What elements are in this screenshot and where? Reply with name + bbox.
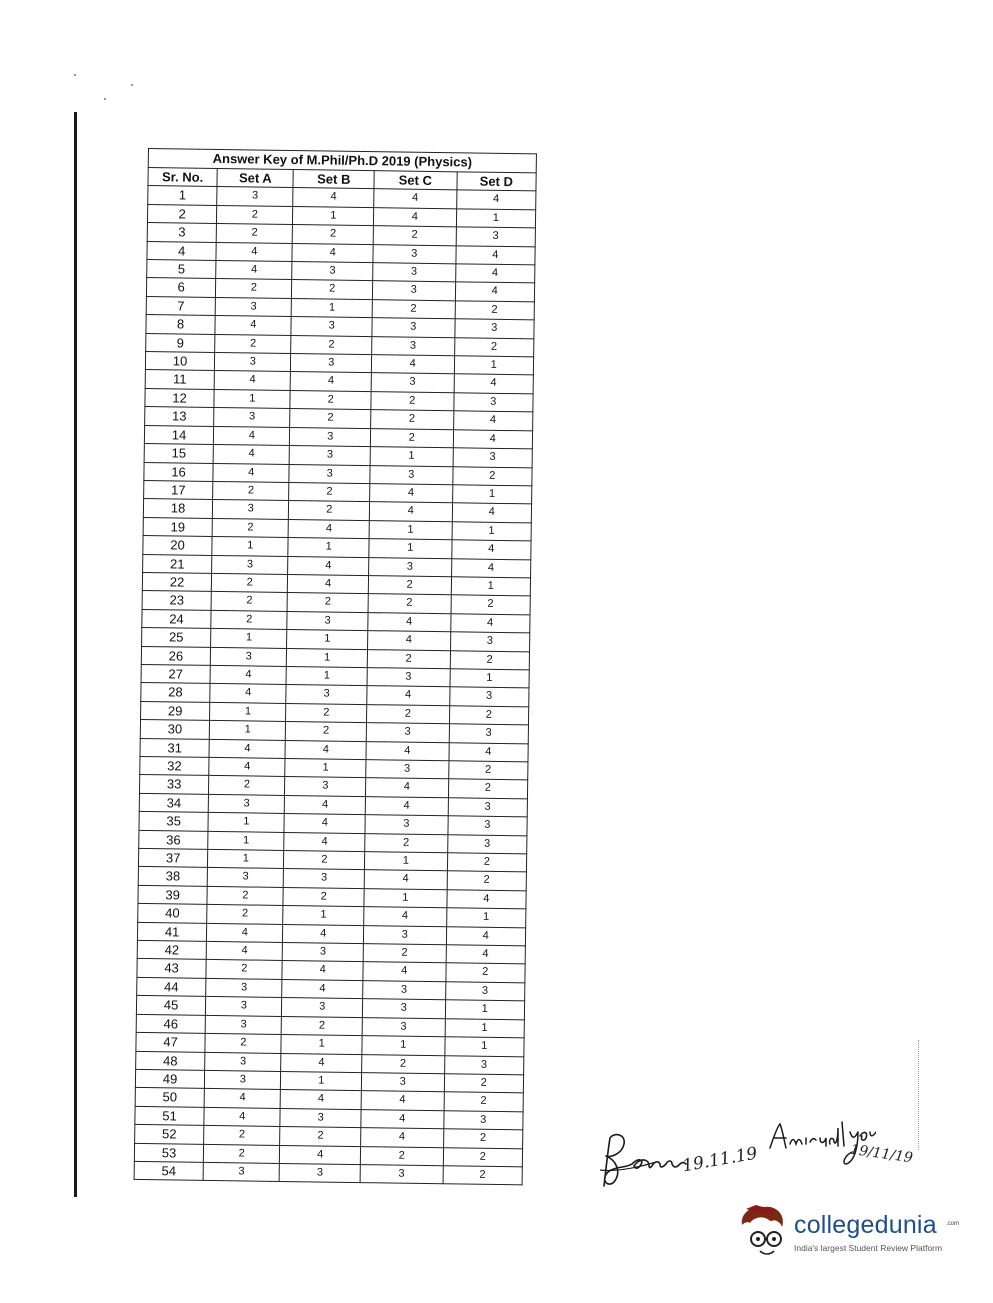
cell-set-b: 3: [285, 777, 366, 797]
cell-sr-no: 25: [142, 628, 211, 647]
cell-sr-no: 7: [146, 296, 215, 315]
cell-sr-no: 31: [140, 738, 209, 757]
cell-set-c: 2: [371, 392, 454, 412]
cell-sr-no: 13: [145, 407, 214, 426]
cell-set-b: 2: [289, 501, 370, 521]
cell-set-b: 1: [285, 758, 366, 778]
cell-set-d: 1: [452, 521, 532, 541]
cell-set-d: 1: [446, 908, 526, 928]
cell-set-d: 1: [445, 1018, 525, 1038]
cell-set-b: 2: [288, 593, 369, 613]
cell-set-b: 4: [293, 188, 374, 208]
cell-set-b: 1: [292, 298, 373, 318]
cell-set-a: 3: [203, 1162, 280, 1181]
cell-set-c: 1: [362, 1036, 445, 1056]
cell-set-a: 3: [207, 868, 284, 887]
cell-sr-no: 4: [147, 241, 216, 260]
column-header-set-a: Set A: [217, 168, 294, 187]
cell-set-d: 2: [443, 1166, 523, 1186]
collegedunia-tagline: India's largest Student Review Platform: [794, 1243, 943, 1253]
cell-set-b: 2: [293, 225, 374, 245]
cell-set-c: 3: [369, 557, 452, 577]
cell-set-b: 4: [288, 556, 369, 576]
cell-set-d: 3: [448, 798, 528, 818]
cell-set-a: 2: [212, 518, 289, 537]
cell-set-c: 3: [370, 465, 453, 485]
cell-set-a: 4: [209, 739, 286, 758]
cell-set-b: 2: [280, 1127, 361, 1147]
cell-set-c: 2: [362, 1054, 445, 1074]
cell-set-a: 3: [204, 1070, 281, 1089]
cell-set-c: 1: [369, 520, 452, 540]
cell-set-a: 2: [205, 1033, 282, 1052]
cell-set-d: 4: [456, 190, 536, 210]
cell-set-a: 2: [216, 224, 293, 243]
cell-set-d: 2: [452, 466, 532, 486]
cell-set-a: 4: [216, 242, 293, 261]
cell-sr-no: 18: [143, 499, 212, 518]
cell-set-b: 4: [291, 372, 372, 392]
cell-set-a: 4: [207, 923, 284, 942]
cell-sr-no: 52: [135, 1125, 204, 1144]
cell-set-d: 4: [452, 503, 532, 523]
cell-set-d: 4: [451, 558, 531, 578]
cell-set-b: 2: [289, 482, 370, 502]
cell-set-c: 2: [370, 428, 453, 448]
cell-set-b: 4: [284, 832, 365, 852]
cell-set-c: 3: [372, 336, 455, 356]
cell-set-a: 2: [206, 960, 283, 979]
cell-set-d: 4: [451, 540, 531, 560]
cell-set-a: 1: [211, 629, 288, 648]
cell-set-b: 1: [281, 1035, 362, 1055]
scan-speck: [131, 84, 133, 86]
cell-set-a: 3: [212, 555, 289, 574]
cell-set-a: 3: [210, 647, 287, 666]
cell-sr-no: 47: [136, 1033, 205, 1052]
cell-sr-no: 46: [136, 1014, 205, 1033]
cell-set-c: 4: [361, 1109, 444, 1129]
cell-set-a: 3: [205, 1052, 282, 1071]
cell-sr-no: 6: [146, 278, 215, 297]
cell-set-c: 1: [364, 888, 447, 908]
cell-set-c: 3: [363, 925, 446, 945]
cell-set-b: 3: [284, 869, 365, 889]
cell-set-b: 2: [284, 851, 365, 871]
cell-set-b: 3: [283, 943, 364, 963]
page-edge-dots: [918, 1040, 920, 1150]
cell-set-c: 3: [371, 373, 454, 393]
cell-set-a: 1: [208, 849, 285, 868]
cell-set-b: 4: [282, 961, 363, 981]
table-title: Answer Key of M.Phil/Ph.D 2019 (Physics): [148, 148, 537, 172]
cell-set-d: 1: [444, 1037, 524, 1057]
cell-set-d: 3: [453, 393, 533, 413]
cell-set-d: 3: [443, 1110, 523, 1130]
cell-set-c: 1: [364, 852, 447, 872]
cell-sr-no: 33: [139, 775, 208, 794]
cell-set-a: 4: [213, 445, 290, 464]
cell-set-d: 3: [444, 1055, 524, 1075]
signature-second-date: 19/11/19: [849, 1141, 914, 1167]
cell-set-c: 2: [366, 704, 449, 724]
column-header-set-d: Set D: [456, 172, 536, 192]
cell-sr-no: 39: [138, 885, 207, 904]
cell-sr-no: 26: [141, 646, 210, 665]
cell-set-a: 2: [204, 1126, 281, 1145]
cell-set-d: 3: [447, 816, 527, 836]
cell-set-b: 1: [287, 666, 368, 686]
cell-sr-no: 2: [147, 204, 216, 223]
answer-key-table: [134, 148, 537, 1186]
cell-set-c: 1: [370, 447, 453, 467]
signature-first-date: 19.11.19: [680, 1143, 759, 1177]
cell-sr-no: 24: [142, 609, 211, 628]
cell-set-c: 4: [364, 870, 447, 890]
cell-set-b: 4: [281, 1090, 362, 1110]
cell-set-c: 3: [360, 1165, 443, 1185]
cell-set-d: 2: [448, 761, 528, 781]
cell-sr-no: 22: [142, 572, 211, 591]
cell-set-a: 2: [209, 776, 286, 795]
cell-sr-no: 3: [147, 223, 216, 242]
cell-set-b: 1: [281, 1071, 362, 1091]
cell-set-b: 1: [287, 630, 368, 650]
cell-set-d: 3: [456, 227, 536, 247]
cell-set-c: 3: [365, 815, 448, 835]
cell-sr-no: 43: [137, 959, 206, 978]
cell-set-c: 4: [369, 502, 452, 522]
cell-set-a: 2: [213, 481, 290, 500]
cell-set-d: 1: [450, 669, 530, 689]
cell-set-b: 2: [282, 1016, 363, 1036]
cell-set-d: 4: [446, 890, 526, 910]
answer-rows: [134, 186, 536, 1185]
cell-sr-no: 19: [143, 517, 212, 536]
cell-set-b: 3: [290, 446, 371, 466]
cell-set-a: 1: [208, 831, 285, 850]
cell-set-d: 1: [451, 577, 531, 597]
cell-sr-no: 21: [143, 554, 212, 573]
cell-set-c: 4: [366, 741, 449, 761]
cell-set-d: 2: [447, 853, 527, 873]
cell-set-c: 3: [362, 999, 445, 1019]
cell-set-a: 2: [216, 279, 293, 298]
cell-set-c: 2: [363, 944, 446, 964]
answer-key-sheet: [134, 148, 537, 1186]
cell-set-c: 3: [372, 281, 455, 301]
cell-set-a: 3: [206, 997, 283, 1016]
cell-set-a: 3: [217, 187, 294, 206]
cell-set-b: 4: [281, 1053, 362, 1073]
column-header-set-b: Set B: [293, 170, 374, 190]
cell-set-a: 4: [213, 463, 290, 482]
cell-sr-no: 37: [138, 848, 207, 867]
cell-set-d: 2: [455, 301, 535, 321]
cell-set-c: 4: [364, 907, 447, 927]
scan-speck: [104, 98, 106, 100]
collegedunia-suffix: .com: [946, 1221, 960, 1227]
cell-set-d: 3: [445, 982, 525, 1002]
cell-set-c: 4: [361, 1128, 444, 1148]
cell-set-b: 3: [290, 427, 371, 447]
cell-sr-no: 8: [146, 315, 215, 334]
cell-set-c: 1: [369, 539, 452, 559]
cell-set-d: 4: [455, 264, 535, 284]
cell-set-d: 3: [450, 632, 530, 652]
cell-sr-no: 45: [136, 996, 205, 1015]
cell-set-d: 2: [443, 1129, 523, 1149]
collegedunia-watermark: [736, 1203, 966, 1263]
cell-set-a: 4: [206, 941, 283, 960]
cell-set-d: 2: [444, 1092, 524, 1112]
cell-set-b: 1: [288, 538, 369, 558]
cell-set-a: 2: [211, 592, 288, 611]
cell-sr-no: 53: [134, 1143, 203, 1162]
cell-set-a: 4: [209, 757, 286, 776]
cell-set-a: 3: [212, 500, 289, 519]
cell-set-b: 4: [289, 519, 370, 539]
cell-sr-no: 44: [137, 977, 206, 996]
cell-sr-no: 5: [147, 260, 216, 279]
cell-set-a: 3: [215, 297, 292, 316]
cell-set-d: 2: [451, 595, 531, 615]
cell-set-c: 3: [362, 1017, 445, 1037]
cell-sr-no: 12: [145, 388, 214, 407]
cell-set-d: 1: [452, 485, 532, 505]
cell-set-d: 4: [453, 411, 533, 431]
cell-set-c: 4: [368, 612, 451, 632]
cell-set-b: 1: [293, 206, 374, 226]
cell-set-a: 1: [208, 813, 285, 832]
cell-set-c: 4: [365, 796, 448, 816]
cell-set-b: 4: [285, 795, 366, 815]
cell-set-c: 3: [361, 1072, 444, 1092]
cell-set-b: 3: [286, 685, 367, 705]
cell-set-b: 3: [280, 1163, 361, 1183]
cell-set-a: 3: [206, 978, 283, 997]
cell-set-d: 2: [443, 1147, 523, 1167]
cell-sr-no: 15: [144, 444, 213, 463]
cell-set-c: 3: [367, 668, 450, 688]
cell-set-c: 3: [373, 244, 456, 264]
cell-set-d: 2: [454, 337, 534, 357]
cell-sr-no: 35: [139, 812, 208, 831]
cell-set-a: 3: [205, 1015, 282, 1034]
cell-set-c: 2: [373, 226, 456, 246]
cell-set-a: 2: [211, 573, 288, 592]
cell-sr-no: 50: [135, 1088, 204, 1107]
cell-set-b: 1: [287, 648, 368, 668]
cell-set-a: 4: [204, 1107, 281, 1126]
cell-set-c: 4: [367, 631, 450, 651]
cell-sr-no: 49: [135, 1069, 204, 1088]
cell-set-a: 2: [211, 610, 288, 629]
cell-set-d: 3: [447, 834, 527, 854]
cell-set-a: 4: [210, 665, 287, 684]
cell-set-b: 3: [291, 317, 372, 337]
column-header-set-c: Set C: [374, 171, 457, 191]
cell-set-a: 4: [204, 1089, 281, 1108]
cell-sr-no: 17: [144, 480, 213, 499]
cell-set-c: 3: [363, 980, 446, 1000]
cell-set-b: 2: [290, 390, 371, 410]
cell-sr-no: 40: [138, 904, 207, 923]
cell-set-a: 4: [210, 684, 287, 703]
cell-set-c: 4: [367, 686, 450, 706]
cell-set-a: 3: [215, 353, 292, 372]
cell-set-c: 2: [367, 649, 450, 669]
cell-set-d: 3: [449, 687, 529, 707]
cell-set-a: 4: [213, 426, 290, 445]
cell-set-c: 2: [368, 594, 451, 614]
cell-set-c: 3: [366, 723, 449, 743]
cell-set-a: 4: [216, 260, 293, 279]
cell-set-b: 3: [282, 998, 363, 1018]
cell-sr-no: 32: [140, 756, 209, 775]
cell-set-b: 4: [283, 924, 364, 944]
cell-sr-no: 38: [138, 867, 207, 886]
cell-set-c: 2: [368, 576, 451, 596]
cell-sr-no: 1: [148, 186, 217, 205]
cell-set-c: 2: [360, 1146, 443, 1166]
cell-set-d: 2: [444, 1074, 524, 1094]
cell-set-b: 2: [283, 887, 364, 907]
column-header-sr-no: Sr. No.: [148, 168, 217, 187]
cell-set-c: 4: [371, 355, 454, 375]
cell-set-d: 2: [450, 650, 530, 670]
cell-sr-no: 16: [144, 462, 213, 481]
cell-set-d: 4: [455, 282, 535, 302]
cell-set-a: 1: [210, 702, 287, 721]
cell-set-c: 4: [370, 484, 453, 504]
cell-set-a: 2: [203, 1144, 280, 1163]
cell-set-d: 3: [449, 724, 529, 744]
cell-set-d: 4: [446, 945, 526, 965]
cell-set-c: 4: [374, 189, 457, 209]
cell-set-d: 3: [453, 448, 533, 468]
cell-set-d: 2: [447, 871, 527, 891]
cell-sr-no: 34: [139, 793, 208, 812]
page-edge-line: [74, 112, 77, 1197]
cell-sr-no: 9: [146, 333, 215, 352]
cell-set-d: 2: [448, 779, 528, 799]
cell-set-b: 2: [286, 722, 367, 742]
cell-set-b: 4: [280, 1145, 361, 1165]
cell-set-a: 2: [207, 886, 284, 905]
cell-sr-no: 23: [142, 591, 211, 610]
cell-set-b: 2: [290, 409, 371, 429]
cell-set-b: 4: [288, 574, 369, 594]
cell-set-c: 4: [361, 1091, 444, 1111]
cell-set-b: 2: [291, 335, 372, 355]
cell-set-c: 3: [366, 760, 449, 780]
cell-set-d: 3: [454, 319, 534, 339]
cell-set-a: 3: [208, 794, 285, 813]
cell-sr-no: 54: [134, 1161, 203, 1180]
cell-sr-no: 10: [145, 352, 214, 371]
cell-set-c: 4: [365, 778, 448, 798]
cell-set-d: 4: [448, 742, 528, 762]
cell-set-d: 1: [454, 356, 534, 376]
cell-set-c: 2: [371, 410, 454, 430]
cell-set-d: 4: [455, 245, 535, 265]
collegedunia-name: collegedunia: [794, 1211, 937, 1239]
cell-sr-no: 48: [136, 1051, 205, 1070]
cell-set-b: 4: [285, 740, 366, 760]
cell-set-b: 3: [287, 611, 368, 631]
cell-set-d: 4: [454, 374, 534, 394]
cell-set-a: 2: [215, 334, 292, 353]
cell-sr-no: 30: [140, 720, 209, 739]
cell-set-d: 2: [445, 963, 525, 983]
collegedunia-logo-icon: [736, 1203, 792, 1263]
cell-sr-no: 27: [141, 664, 210, 683]
cell-set-b: 4: [292, 243, 373, 263]
cell-set-b: 2: [292, 280, 373, 300]
cell-set-a: 1: [214, 389, 291, 408]
cell-sr-no: 36: [139, 830, 208, 849]
cell-set-b: 1: [283, 906, 364, 926]
cell-set-b: 3: [292, 262, 373, 282]
cell-set-a: 4: [215, 316, 292, 335]
cell-set-d: 4: [450, 614, 530, 634]
cell-sr-no: 28: [141, 683, 210, 702]
cell-set-a: 1: [212, 537, 289, 556]
cell-sr-no: 14: [144, 425, 213, 444]
cell-set-b: 4: [284, 814, 365, 834]
cell-set-a: 1: [209, 721, 286, 740]
cell-set-d: 1: [456, 209, 536, 229]
cell-set-c: 2: [365, 833, 448, 853]
cell-set-c: 4: [373, 207, 456, 227]
cell-set-b: 3: [291, 354, 372, 374]
cell-set-a: 4: [214, 371, 291, 390]
cell-set-c: 2: [372, 299, 455, 319]
cell-set-d: 1: [445, 1000, 525, 1020]
cell-sr-no: 42: [137, 940, 206, 959]
cell-set-b: 3: [280, 1108, 361, 1128]
cell-set-d: 4: [446, 926, 526, 946]
cell-set-b: 2: [286, 703, 367, 723]
cell-set-d: 4: [453, 429, 533, 449]
cell-set-b: 4: [282, 979, 363, 999]
cell-set-c: 3: [373, 263, 456, 283]
cell-sr-no: 11: [145, 370, 214, 389]
cell-set-c: 4: [363, 962, 446, 982]
cell-set-a: 2: [217, 205, 294, 224]
cell-set-a: 2: [207, 905, 284, 924]
cell-set-c: 3: [372, 318, 455, 338]
cell-sr-no: 51: [135, 1106, 204, 1125]
cell-set-d: 2: [449, 706, 529, 726]
cell-set-a: 3: [214, 408, 291, 427]
cell-sr-no: 20: [143, 536, 212, 555]
cell-sr-no: 41: [137, 922, 206, 941]
cell-set-b: 3: [289, 464, 370, 484]
cell-sr-no: 29: [141, 701, 210, 720]
scan-speck: [74, 74, 76, 76]
